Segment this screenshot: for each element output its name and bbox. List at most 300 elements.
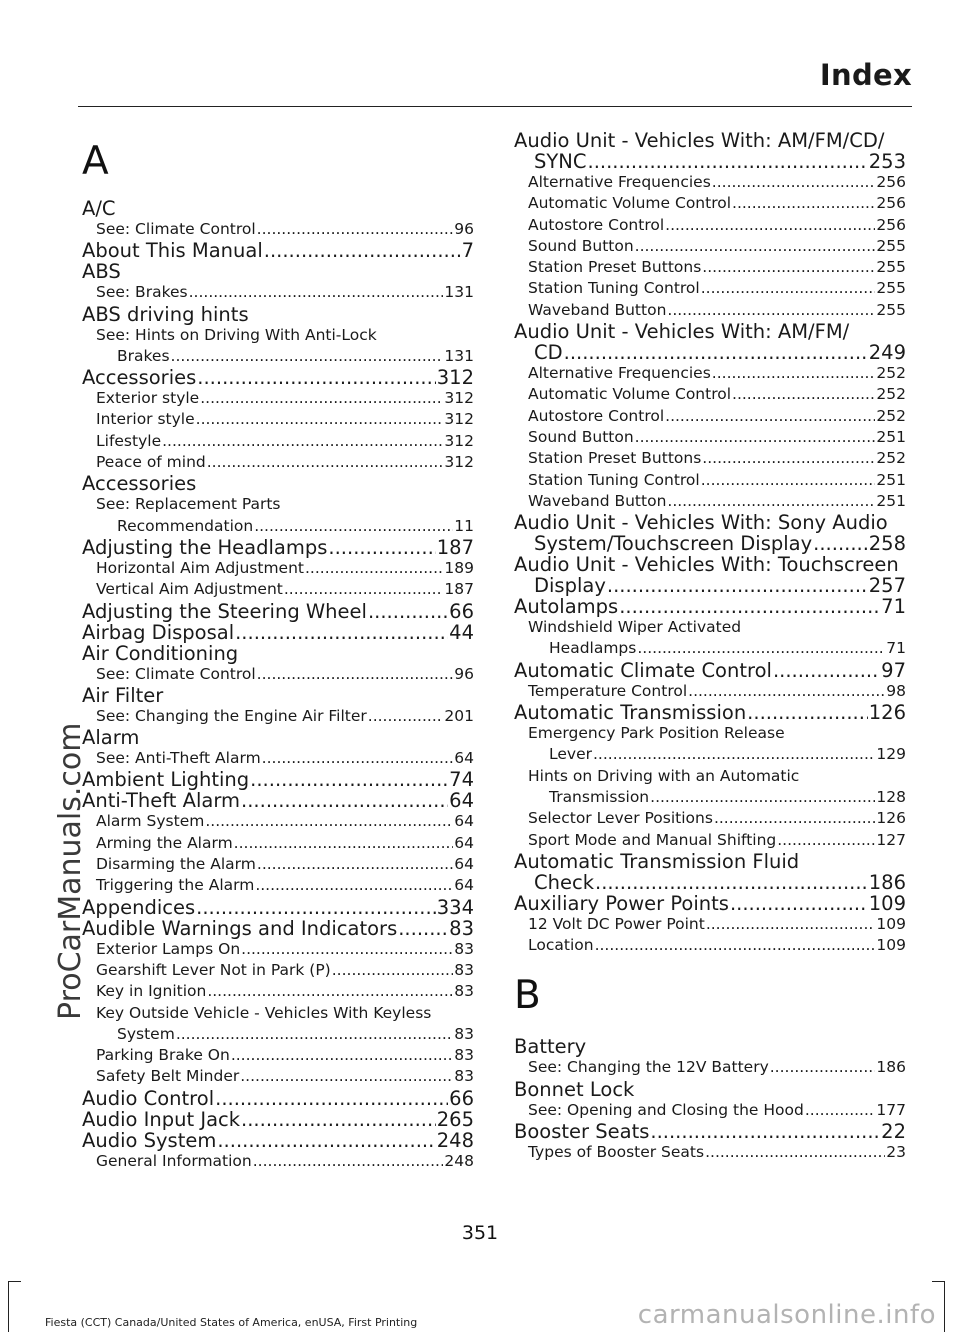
index-entry (82, 1130, 474, 1172)
leader-dots (332, 960, 454, 981)
index-heading (514, 872, 906, 893)
index-subentry-text: Types of Booster Seats (528, 1143, 705, 1162)
index-subentry (514, 406, 906, 427)
index-heading (82, 1130, 474, 1151)
index-subentry (82, 960, 474, 981)
index-subentry (82, 1151, 474, 1172)
leader-dots (171, 346, 444, 367)
index-heading-text: Air Filter (82, 683, 164, 707)
index-subentry-page: 11 (454, 516, 474, 535)
index-heading-page: 97 (881, 658, 906, 682)
index-subentry-text: Waveband Button (528, 300, 667, 319)
leader-dots (705, 1142, 885, 1163)
index-subentry-wrapped (82, 494, 474, 537)
index-subentry-text: Recommendation (117, 516, 254, 535)
index-entry (82, 367, 474, 473)
leader-dots (732, 193, 875, 214)
index-subentry (82, 854, 474, 875)
leader-dots (241, 939, 453, 960)
crop-mark-right (932, 1281, 945, 1332)
index-heading-text: Anti-Theft Alarm (82, 789, 241, 813)
leader-dots (257, 854, 453, 875)
index-subentry (82, 939, 474, 960)
index-subentry-line1: See: Replacement Parts (96, 495, 281, 514)
index-subentry (82, 875, 474, 896)
index-heading-text: Accessories (82, 472, 197, 496)
index-subentry-page: 64 (454, 833, 474, 852)
index-subentry (514, 300, 906, 321)
index-entry (82, 1088, 474, 1109)
index-subentry-text: Station Tuning Control (528, 470, 700, 489)
index-subentry-page: 126 (876, 809, 906, 828)
leader-dots (241, 1109, 436, 1130)
leader-dots (777, 830, 875, 851)
index-heading-page: 22 (881, 1120, 906, 1144)
index-subentry-text: Transmission (549, 787, 650, 806)
index-subentry-page: 83 (454, 1067, 474, 1086)
index-subentry-page: 109 (876, 936, 906, 955)
leader-dots (714, 808, 875, 829)
index-heading-page: 66 (449, 599, 474, 623)
leader-dots (667, 491, 875, 512)
index-heading (514, 1079, 906, 1100)
index-subentry-page: 71 (886, 639, 906, 658)
index-entry (82, 537, 474, 601)
index-subentry-page: 255 (876, 258, 906, 277)
index-subentry-page: 83 (454, 939, 474, 958)
index-heading-page: 66 (449, 1086, 474, 1110)
leader-dots (207, 452, 444, 473)
index-subentry-page: 252 (876, 364, 906, 383)
index-subentry-text: Location (528, 936, 594, 955)
index-heading (514, 1121, 906, 1142)
index-subentry-page: 252 (876, 449, 906, 468)
index-subentry (514, 215, 906, 236)
index-subentry-page: 127 (876, 830, 906, 849)
index-heading-text: Audio Input Jack (82, 1107, 241, 1131)
index-heading-page: 265 (436, 1107, 474, 1131)
index-subentry-page: 187 (444, 580, 474, 599)
index-subentry (82, 346, 474, 367)
leader-dots (328, 537, 435, 558)
index-subentry-text: Temperature Control (528, 681, 688, 700)
index-subentry-text: See: Brakes (96, 283, 188, 302)
leader-dots (241, 790, 448, 811)
index-subentry (514, 1100, 906, 1121)
index-entry (514, 702, 906, 851)
index-subentry-page: 128 (876, 787, 906, 806)
index-subentry-page: 252 (876, 385, 906, 404)
leader-dots (176, 1024, 453, 1045)
index-heading-page: 64 (449, 789, 474, 813)
index-heading (82, 261, 474, 282)
index-entry (82, 240, 474, 261)
leader-dots (773, 660, 880, 681)
index-subentry-page: 256 (876, 173, 906, 191)
index-heading-text: Audio Control (82, 1086, 215, 1110)
index-subentry (82, 833, 474, 854)
index-entry (82, 198, 474, 240)
index-heading-text: Accessories (82, 366, 197, 390)
index-column-left (82, 130, 474, 1172)
index-subentry-text: See: Opening and Closing the Hood (528, 1100, 804, 1119)
index-entry (514, 660, 906, 702)
index-heading (82, 685, 474, 706)
leader-dots (368, 706, 444, 727)
index-subentry (514, 470, 906, 491)
index-subentry-page: 64 (454, 876, 474, 895)
index-heading (82, 918, 474, 939)
index-heading-page: 83 (449, 916, 474, 940)
index-heading-wrapped (514, 554, 906, 596)
index-entry (514, 851, 906, 893)
index-subentry-page: 83 (454, 1024, 474, 1043)
index-heading-text: Auxiliary Power Points (514, 891, 729, 915)
index-subentry-page: 312 (444, 453, 474, 472)
index-heading (82, 1109, 474, 1130)
index-heading-page: 258 (868, 532, 906, 556)
index-subentry-page: 83 (454, 960, 474, 979)
index-subentry (82, 1045, 474, 1066)
index-subentry-text: Exterior Lamps On (96, 939, 241, 958)
index-entry (82, 727, 474, 769)
index-subentry-text: 12 Volt DC Power Point (528, 914, 705, 933)
index-subentry-line1: See: Hints on Driving With Anti-Lock (96, 325, 377, 344)
leader-dots (595, 872, 868, 893)
leader-dots (240, 1066, 453, 1087)
index-subentry-page: 256 (876, 215, 906, 234)
index-heading-text: Appendices (82, 895, 196, 919)
leader-dots (284, 579, 444, 600)
index-subentry-wrapped (82, 325, 474, 368)
index-subentry (82, 1066, 474, 1087)
index-heading-text: CD (534, 341, 563, 365)
index-entry (82, 918, 474, 1088)
index-heading (514, 702, 906, 723)
index-subentry-page: 129 (876, 745, 906, 764)
leader-dots (217, 1130, 435, 1151)
index-heading (82, 643, 474, 664)
leader-dots (688, 681, 885, 702)
index-entry (82, 601, 474, 622)
leader-dots (732, 384, 875, 405)
index-subentry-text: Station Tuning Control (528, 279, 700, 298)
index-subentry-page: 131 (444, 283, 474, 302)
index-heading-text: Automatic Climate Control (514, 658, 772, 682)
index-heading-page: 187 (436, 535, 474, 559)
index-subentry-page: 83 (454, 982, 474, 1001)
leader-dots (712, 172, 876, 193)
index-heading-page: 126 (868, 701, 906, 725)
index-subentry (514, 744, 906, 765)
index-subentry-wrapped (82, 1003, 474, 1046)
index-heading-text: Adjusting the Headlamps (82, 535, 328, 559)
index-subentry-text: General Information (96, 1151, 252, 1170)
index-heading (514, 342, 906, 363)
leader-dots (593, 744, 875, 765)
index-subentry (514, 681, 906, 702)
leader-dots (368, 601, 448, 622)
index-subentry (82, 388, 474, 409)
index-subentry-page: 177 (876, 1100, 906, 1119)
leader-dots (747, 702, 868, 723)
index-subentry (514, 172, 906, 193)
header-rule (78, 106, 912, 107)
index-entry (82, 769, 474, 790)
index-subentry-text: See: Changing the Engine Air Filter (96, 706, 367, 725)
crop-mark-left (8, 1281, 21, 1332)
index-subentry-text: Automatic Volume Control (528, 194, 732, 213)
index-heading (82, 367, 474, 388)
index-heading-text: Air Conditioning (82, 641, 239, 665)
index-subentry-text: Alternative Frequencies (528, 173, 711, 191)
index-subentry-page: 23 (886, 1143, 906, 1162)
index-heading (82, 198, 474, 219)
leader-dots (255, 875, 453, 896)
index-heading (514, 660, 906, 681)
index-subentry-text: Waveband Button (528, 491, 667, 510)
index-subentry-wrapped (514, 766, 906, 809)
index-entry (514, 893, 906, 957)
index-heading (82, 537, 474, 558)
index-subentry-page: 251 (876, 427, 906, 446)
index-entry (82, 622, 474, 643)
index-subentry-text: Station Preset Buttons (528, 258, 702, 277)
index-heading-text: Airbag Disposal (82, 620, 235, 644)
leader-dots (207, 981, 453, 1002)
leader-dots (196, 409, 444, 430)
index-heading-page: 249 (868, 341, 906, 365)
index-subentry-text: System (117, 1024, 175, 1043)
index-subentry-page: 255 (876, 300, 906, 319)
index-subentry-wrapped (514, 617, 906, 660)
index-heading-text: Audio System (82, 1128, 217, 1152)
index-subentry-page: 186 (876, 1058, 906, 1077)
index-heading-page: 109 (868, 891, 906, 915)
index-entry (82, 304, 474, 368)
index-entry (514, 596, 906, 660)
index-subentry-page: 64 (454, 749, 474, 768)
index-heading-text: Display (534, 574, 606, 598)
section-letter-a: A (82, 139, 109, 184)
index-subentry-page: 256 (876, 194, 906, 213)
index-subentry (514, 384, 906, 405)
index-heading-text: Adjusting the Steering Wheel (82, 599, 367, 623)
index-subentry-page: 312 (444, 431, 474, 450)
index-entry (514, 130, 906, 321)
index-subentry-page: 98 (886, 681, 906, 700)
leader-dots (665, 215, 875, 236)
index-heading-page: 186 (868, 870, 906, 894)
index-subentry-page: 83 (454, 1046, 474, 1065)
leader-dots (635, 427, 876, 448)
index-heading-text: Automatic Transmission (514, 701, 747, 725)
leader-dots (701, 470, 876, 491)
index-subentry (514, 808, 906, 829)
leader-dots (264, 240, 461, 261)
index-heading (82, 304, 474, 325)
index-subentry-text: See: Climate Control (96, 664, 256, 683)
index-heading-wrapped (514, 512, 906, 554)
index-entry (82, 790, 474, 896)
leader-dots (254, 516, 453, 537)
index-subentry-text: Autostore Control (528, 215, 665, 234)
index-heading (82, 240, 474, 261)
index-subentry-page: 201 (444, 706, 474, 725)
side-watermark: ProCarManuals.com (53, 722, 88, 1020)
page-title: Index (819, 58, 912, 92)
leader-dots (650, 787, 875, 808)
leader-dots (712, 363, 876, 384)
index-subentry-text: Lifestyle (96, 431, 162, 450)
index-entry (82, 261, 474, 303)
index-subentry (82, 431, 474, 452)
index-heading (514, 151, 906, 172)
leader-dots (257, 664, 454, 685)
index-subentry (82, 748, 474, 769)
leader-dots (650, 1121, 880, 1142)
index-subentry-text: Automatic Volume Control (528, 385, 732, 404)
leader-dots (805, 1100, 876, 1121)
index-subentry-text: Lever (549, 745, 592, 764)
index-subentry (82, 579, 474, 600)
index-heading (514, 1036, 906, 1057)
index-subentry-text: Station Preset Buttons (528, 449, 702, 468)
index-column-right (514, 130, 906, 1163)
index-subentry (82, 1024, 474, 1045)
index-subentry (82, 409, 474, 430)
index-subentry-page: 64 (454, 812, 474, 831)
leader-dots (257, 219, 454, 240)
index-subentry-page: 131 (444, 346, 474, 365)
leader-dots (162, 431, 443, 452)
index-heading (514, 533, 906, 554)
leader-dots (305, 558, 443, 579)
index-heading-text: Booster Seats (514, 1120, 650, 1144)
index-subentry (82, 981, 474, 1002)
index-subentry-text: Gearshift Lever Not in Park (P) (96, 960, 331, 979)
leader-dots (196, 897, 436, 918)
leader-dots (235, 622, 448, 643)
index-subentry-text: Alarm System (96, 812, 205, 831)
index-subentry-line1: Key Outside Vehicle - Vehicles With Keyless (96, 1003, 432, 1022)
index-subentry-page: 251 (876, 491, 906, 510)
index-heading-text: Autolamps (514, 595, 619, 619)
index-heading-page: 257 (868, 574, 906, 598)
index-subentry-text: Sound Button (528, 236, 634, 255)
index-subentry (514, 278, 906, 299)
leader-dots (595, 935, 876, 956)
index-heading-line1: Audio Unit - Vehicles With: Touchscreen (514, 553, 899, 577)
index-subentry (82, 558, 474, 579)
leader-dots (665, 406, 875, 427)
leader-dots (813, 533, 868, 554)
index-subentry (82, 706, 474, 727)
index-subentry-page: 312 (444, 410, 474, 429)
index-heading-line1: Automatic Transmission Fluid (514, 849, 800, 873)
index-subentry (82, 219, 474, 240)
index-entry (514, 554, 906, 596)
index-entry (82, 643, 474, 685)
leader-dots (200, 388, 443, 409)
leader-dots (637, 638, 885, 659)
index-subentry-page: 64 (454, 855, 474, 874)
index-heading-wrapped (514, 851, 906, 893)
index-subentry (514, 638, 906, 659)
index-heading (514, 893, 906, 914)
index-subentry (514, 830, 906, 851)
index-subentry (514, 257, 906, 278)
index-subentry-text: Sport Mode and Manual Shifting (528, 830, 777, 849)
index-subentry-wrapped (514, 723, 906, 766)
index-heading-text: Ambient Lighting (82, 768, 250, 792)
index-subentry-page: 255 (876, 279, 906, 298)
index-subentry-text: Headlamps (549, 639, 637, 658)
index-subentry-text: Arming the Alarm (96, 833, 233, 852)
index-subentry-line1: Windshield Wiper Activated (528, 618, 742, 637)
index-heading-page: 44 (449, 620, 474, 644)
index-heading (82, 1088, 474, 1109)
leader-dots (197, 367, 435, 388)
leader-dots (730, 893, 868, 914)
leader-dots (588, 151, 868, 172)
leader-dots (564, 342, 868, 363)
index-heading-text: Battery (514, 1035, 587, 1059)
index-subentry (82, 452, 474, 473)
index-subentry-text: Exterior style (96, 389, 200, 408)
leader-dots (205, 811, 453, 832)
page-number: 351 (461, 1222, 499, 1244)
leader-dots (253, 1151, 444, 1172)
index-heading-text: System/Touchscreen Display (534, 532, 813, 556)
leader-dots (262, 748, 454, 769)
index-subentry-text: Key in Ignition (96, 982, 207, 1001)
index-subentry-page: 109 (876, 914, 906, 933)
footer-watermark: carmanualsonline.info (637, 1300, 936, 1330)
index-subentry-page: 96 (454, 220, 474, 238)
index-entry (514, 1036, 906, 1078)
leader-dots (701, 278, 876, 299)
index-heading-text: Check (534, 870, 594, 894)
index-subentry (514, 935, 906, 956)
index-entry (82, 685, 474, 727)
index-heading-page: 7 (461, 239, 474, 263)
index-heading (82, 790, 474, 811)
index-subentry-text: Horizontal Aim Adjustment (96, 558, 304, 577)
index-entry (514, 1121, 906, 1163)
index-subentry-text: Disarming the Alarm (96, 855, 256, 874)
index-subentry (514, 914, 906, 935)
index-heading-text: About This Manual (82, 239, 263, 263)
index-heading-line1: Audio Unit - Vehicles With: Sony Audio (514, 511, 888, 535)
index-subentry-text: Parking Brake On (96, 1046, 230, 1065)
index-entry (514, 321, 906, 512)
index-subentry-text: See: Climate Control (96, 220, 256, 238)
index-subentry-line1: Hints on Driving with an Automatic (528, 766, 800, 785)
index-subentry (514, 427, 906, 448)
index-heading-page: 71 (881, 595, 906, 619)
index-subentry-text: Brakes (117, 346, 170, 365)
edition-text: Fiesta (CCT) Canada/United States of America, enUSA, First Printing (45, 1316, 418, 1329)
index-subentry-text: Interior style (96, 410, 195, 429)
index-heading-text: ABS (82, 260, 121, 284)
index-heading-wrapped (514, 321, 906, 363)
index-subentry (82, 664, 474, 685)
index-entry (514, 512, 906, 554)
index-subentry-page: 252 (876, 406, 906, 425)
index-heading-page: 253 (868, 150, 906, 173)
index-subentry-line1: Emergency Park Position Release (528, 724, 785, 743)
